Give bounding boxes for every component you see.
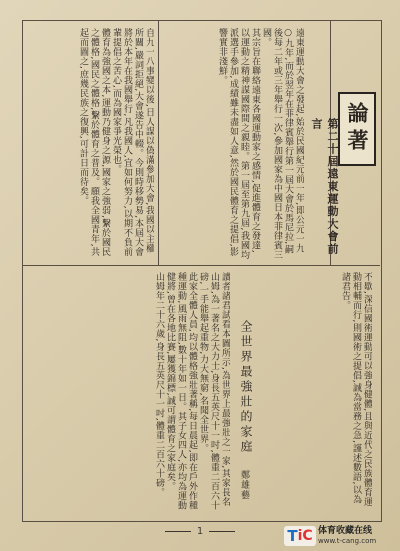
article2-byline: 鄭雄藝 (239, 470, 249, 500)
section-title: 論著 (345, 102, 369, 156)
article1-body-left (28, 28, 154, 260)
watermark-url: www.t-cang.com (318, 537, 377, 545)
article2-paragraph: 山姆年二十六歲,身長五英尺十一吋,體重二百六十磅。 (154, 272, 164, 498)
watermark-name: 体育收藏在线 (318, 526, 373, 536)
article1-paragraph: 自九一八事變以後,日人謀以偽滿參加大會,我國以主權所關,嚴詞拒絕,大會遂告中輟。今則時移勢易,本屆大會將於本年在我國舉行,凡我國人,宜如何努力,以期不負前輩提倡之苦心,而為國家爭光榮也。 (111, 28, 154, 257)
article2-body-right (260, 272, 372, 512)
article2-paragraph: 讀者諸君試看本圖所示,為世界上最強壯之一家,其家長名山姆,為一著名之大力士,身長五英尺十一吋,體重二百六十磅,一手能舉起重物,力大無窮,名聞全世界。 (198, 272, 230, 511)
column-divider (158, 20, 159, 265)
article1-paragraph: 遠東運動大會之發起,始於民國紀元前一年,即公元一九○九年,而於翌年在菲律賓舉行第一屆大會於馬尼拉,嗣後每二年或三年舉行一次,參加國家為中國日本菲律賓三國。 (261, 28, 304, 260)
section-divider (22, 265, 380, 266)
article2-paragraph: 此家全體人員,均以體格強壯著稱,每日晨起,即在戶外作種種運動,風雨無阻,數十年如一日。其子女四人,亦均為運動健將,曾在各地比賽,屢獲錦標,誠可謂體育之家庭矣。 (165, 272, 197, 511)
section-title-box (338, 92, 376, 166)
page-number: 1 (0, 526, 400, 537)
article2-body-left (30, 272, 230, 512)
article1-paragraph: 其宗旨在聯絡遠東各國運動家之感情,促進體育之發達,以運動之精神謀國際間之親睦。第一屆至第九屆,我國均派選手參加,成績雖未盡如人意,然於國民體育之提倡,影響實非淺鮮。 (217, 28, 260, 260)
article1-body-right (166, 28, 304, 260)
watermark (284, 525, 396, 547)
watermark-logo-icon: T iC (284, 526, 316, 546)
article1-paragraph: 體育為強國之本,運動乃健身之源,國家之強弱,繫於國民之體格,國民之體格,繫於體育之普及。願我全國青年,共起而圖之,庶幾民族之復興,可計日而待矣。 (78, 28, 110, 257)
article1-headline: 第二十屆遠東運動大會前言 (310, 118, 339, 256)
article2-paragraph: 不歇,深信國術運動可以強身健體,且與近代之民族體育運動相輔而行,則國術之提倡,誠為當務之急,謹述數語,以為諸君告。 (340, 272, 372, 507)
article2-headline: 全世界最強壯的家庭 (239, 320, 253, 455)
